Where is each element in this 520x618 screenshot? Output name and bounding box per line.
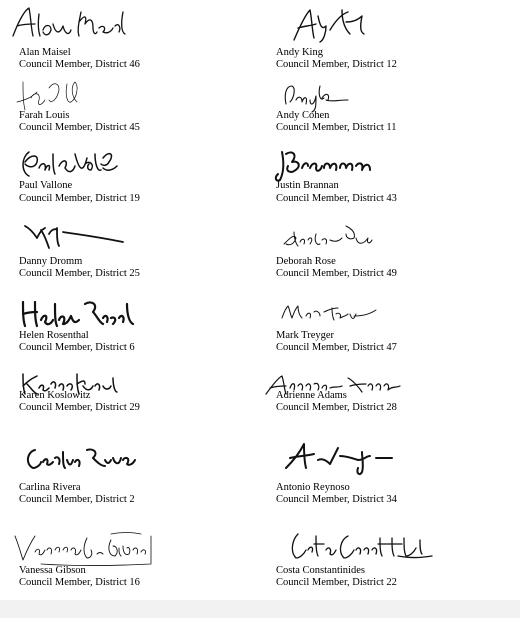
signatory-title: Council Member, District 6 [19, 342, 135, 353]
signatory-name: Costa Constantinides [276, 565, 365, 576]
signatory-block [19, 136, 259, 210]
signatory-name: Farah Louis [19, 110, 70, 121]
signature-image [7, 2, 137, 46]
signatory-block [276, 136, 516, 210]
signatory-title: Council Member, District 11 [276, 122, 397, 133]
signatory-name: Karen Koslowitz [19, 390, 91, 401]
signatory-name: Danny Dromm [19, 256, 83, 267]
signature-image [280, 218, 390, 254]
signature-image [286, 0, 386, 46]
signatory-title: Council Member, District 25 [19, 268, 140, 279]
signatory-block [19, 288, 259, 360]
signature-image [280, 298, 380, 328]
signatory-name: Carlina Rivera [19, 482, 81, 493]
signature-image [11, 72, 101, 114]
signature-image [276, 78, 366, 114]
signatory-name: Andy Cohen [276, 110, 330, 121]
signatory-name: Justin Brannan [276, 180, 339, 191]
signatory-name: Andy King [276, 47, 323, 58]
signatory-title: Council Member, District 43 [276, 193, 397, 204]
signatory-title: Council Member, District 34 [276, 494, 397, 505]
signatory-title: Council Member, District 16 [19, 577, 140, 588]
signatory-title: Council Member, District 19 [19, 193, 140, 204]
signatory-title: Council Member, District 22 [276, 577, 397, 588]
signatory-block [276, 438, 516, 518]
signatory-block [276, 288, 516, 360]
signatory-block [19, 72, 259, 136]
signature-image [286, 526, 446, 570]
signatory-title: Council Member, District 47 [276, 342, 397, 353]
signatory-title: Council Member, District 46 [19, 59, 140, 70]
signatory-block [276, 360, 516, 438]
signatory-block [19, 210, 259, 288]
signatory-title: Council Member, District 45 [19, 122, 140, 133]
signatory-title: Council Member, District 12 [276, 59, 397, 70]
signatory-name: Deborah Rose [276, 256, 336, 267]
signatory-name: Helen Rosenthal [19, 330, 89, 341]
signatory-name: Antonio Reynoso [276, 482, 350, 493]
signatory-name: Paul Vallone [19, 180, 73, 191]
signatory-name: Adrienne Adams [276, 390, 347, 401]
signatory-block [276, 518, 516, 598]
signatory-block [19, 0, 259, 72]
signatory-block [19, 360, 259, 438]
signatory-block [276, 210, 516, 288]
signature-image [23, 220, 133, 260]
signatory-block [276, 0, 516, 72]
signature-image [21, 442, 141, 478]
signatory-block [19, 518, 259, 598]
signature-image [17, 140, 127, 184]
signatory-title: Council Member, District 2 [19, 494, 135, 505]
signatory-title: Council Member, District 28 [276, 402, 397, 413]
page-bottom-edge [0, 600, 520, 618]
signatory-title: Council Member, District 29 [19, 402, 140, 413]
signatory-block [276, 72, 516, 136]
signatory-title: Council Member, District 49 [276, 268, 397, 279]
signatory-name: Alan Maisel [19, 47, 71, 58]
signatory-name: Mark Treyger [276, 330, 335, 341]
signature-image [280, 438, 400, 478]
signature-image [19, 294, 144, 334]
signature-image [11, 528, 156, 570]
signatory-block [19, 438, 259, 518]
signatory-name: Vanessa Gibson [19, 565, 86, 576]
